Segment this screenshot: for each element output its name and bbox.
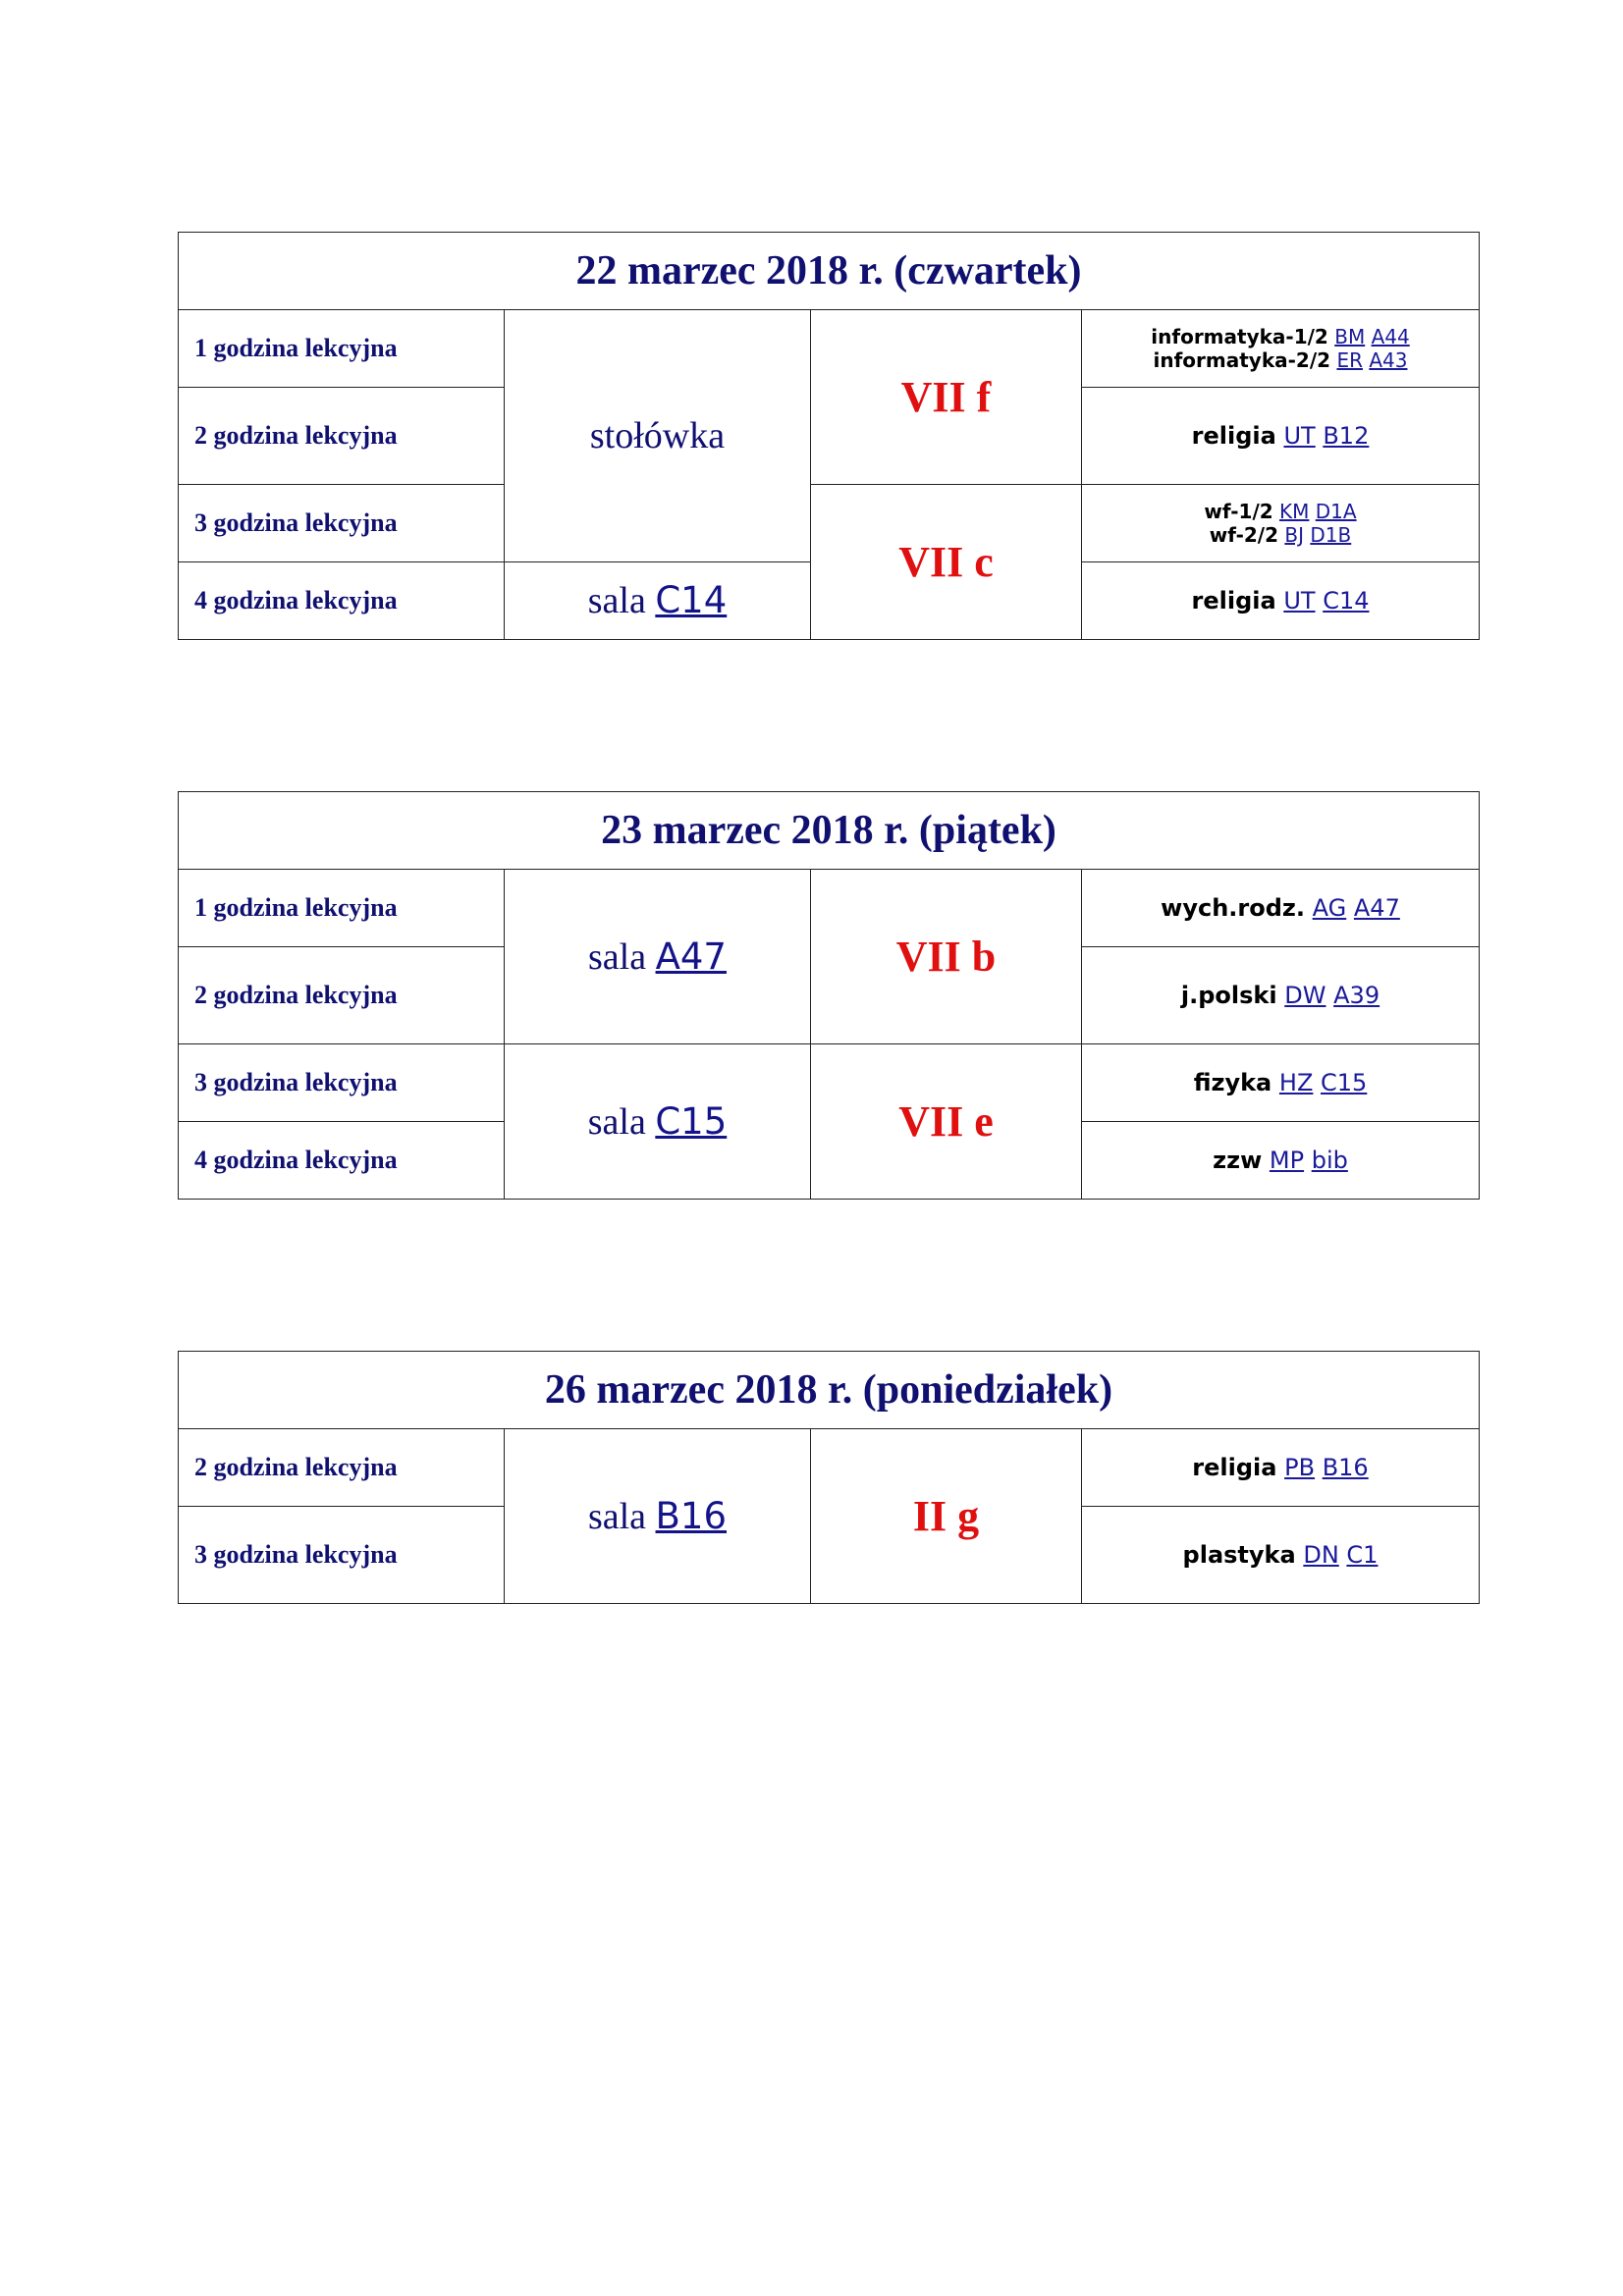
room-code-link[interactable]: C15 — [655, 1099, 728, 1143]
teacher-link[interactable]: BM — [1334, 325, 1366, 348]
subject-line — [1082, 325, 1479, 348]
subject-cell — [1082, 1044, 1480, 1122]
room-cell — [505, 310, 811, 562]
schedule-table-3 — [178, 1351, 1480, 1604]
lesson-hour: 3 godzina lekcyjna — [179, 1507, 505, 1604]
subject-cell — [1082, 1429, 1480, 1507]
class-name: II g — [811, 1429, 1082, 1604]
room-label: sala — [588, 935, 656, 978]
room-link[interactable]: D1B — [1310, 523, 1352, 547]
teacher-link[interactable]: KM — [1279, 500, 1310, 523]
room-link[interactable]: A44 — [1371, 325, 1410, 348]
room-link[interactable]: B16 — [1322, 1454, 1369, 1481]
room-code-link[interactable]: A47 — [655, 934, 727, 978]
subject-cell — [1082, 310, 1480, 388]
lesson-hour: 3 godzina lekcyjna — [179, 485, 505, 562]
class-name: VII b — [811, 870, 1082, 1044]
subject-name: informatyka-2/2 — [1153, 348, 1331, 372]
subject-name: plastyka — [1182, 1541, 1296, 1569]
subject-cell — [1082, 947, 1480, 1044]
lesson-hour: 1 godzina lekcyjna — [179, 870, 505, 947]
room-link[interactable]: bib — [1311, 1147, 1348, 1174]
class-name: VII c — [811, 485, 1082, 640]
room-link[interactable]: D1A — [1315, 500, 1357, 523]
room-label: sala — [587, 1100, 656, 1143]
teacher-link[interactable]: HZ — [1278, 1069, 1314, 1096]
subject-line — [1082, 523, 1479, 547]
room-cell — [505, 1429, 811, 1604]
room-link[interactable]: B12 — [1323, 422, 1370, 450]
subject-name: wf-1/2 — [1204, 500, 1273, 523]
lesson-hour: 4 godzina lekcyjna — [179, 562, 505, 640]
subject-cell — [1082, 562, 1480, 640]
room-link[interactable]: A47 — [1353, 894, 1400, 922]
subject-name: wf-2/2 — [1209, 523, 1279, 547]
subject-name: wych.rodz. — [1161, 894, 1305, 922]
lesson-hour: 2 godzina lekcyjna — [179, 1429, 505, 1507]
room-link[interactable]: A43 — [1369, 348, 1408, 372]
room-link[interactable]: A39 — [1333, 982, 1380, 1009]
teacher-link[interactable]: MP — [1269, 1147, 1305, 1174]
room-link[interactable]: C1 — [1346, 1541, 1379, 1569]
subject-cell — [1082, 1507, 1480, 1604]
room-label: stołówka — [589, 415, 726, 456]
teacher-link[interactable]: PB — [1284, 1454, 1316, 1481]
subject-line — [1082, 500, 1479, 523]
teacher-link[interactable]: UT — [1283, 587, 1316, 614]
room-link[interactable]: C14 — [1323, 587, 1370, 614]
subject-cell — [1082, 485, 1480, 562]
schedule-table-1 — [178, 232, 1480, 640]
teacher-link[interactable]: AG — [1312, 894, 1347, 922]
teacher-link[interactable]: ER — [1336, 348, 1363, 372]
room-cell — [505, 870, 811, 1044]
schedule-title: 22 marzec 2018 r. (czwartek) — [179, 233, 1480, 310]
schedule-table-2 — [178, 791, 1480, 1200]
subject-name: fizyka — [1193, 1069, 1272, 1096]
room-label: sala — [587, 580, 656, 621]
lesson-hour: 2 godzina lekcyjna — [179, 947, 505, 1044]
schedule-title: 26 marzec 2018 r. (poniedziałek) — [179, 1352, 1480, 1429]
class-name: VII e — [811, 1044, 1082, 1200]
teacher-link[interactable]: BJ — [1284, 523, 1305, 547]
room-cell — [505, 1044, 811, 1200]
subject-name: j.polski — [1180, 982, 1277, 1009]
subject-name: zzw — [1213, 1147, 1263, 1174]
subject-name: religia — [1191, 587, 1276, 614]
subject-line — [1082, 348, 1479, 372]
lesson-hour: 1 godzina lekcyjna — [179, 310, 505, 388]
room-link[interactable]: C15 — [1321, 1069, 1368, 1096]
subject-cell — [1082, 1122, 1480, 1200]
schedule-title: 23 marzec 2018 r. (piątek) — [179, 792, 1480, 870]
teacher-link[interactable]: UT — [1283, 422, 1316, 450]
room-cell — [505, 562, 811, 640]
lesson-hour: 4 godzina lekcyjna — [179, 1122, 505, 1200]
teacher-link[interactable]: DW — [1284, 982, 1326, 1009]
teacher-link[interactable]: DN — [1303, 1541, 1339, 1569]
subject-cell — [1082, 870, 1480, 947]
room-code-link[interactable]: B16 — [655, 1494, 728, 1537]
subject-cell — [1082, 388, 1480, 485]
room-code-link[interactable]: C14 — [655, 579, 728, 621]
subject-name: informatyka-1/2 — [1151, 325, 1328, 348]
subject-name: religia — [1192, 1454, 1277, 1481]
subject-name: religia — [1191, 422, 1276, 450]
room-label: sala — [587, 1495, 656, 1537]
class-name: VII f — [811, 310, 1082, 485]
lesson-hour: 3 godzina lekcyjna — [179, 1044, 505, 1122]
lesson-hour: 2 godzina lekcyjna — [179, 388, 505, 485]
